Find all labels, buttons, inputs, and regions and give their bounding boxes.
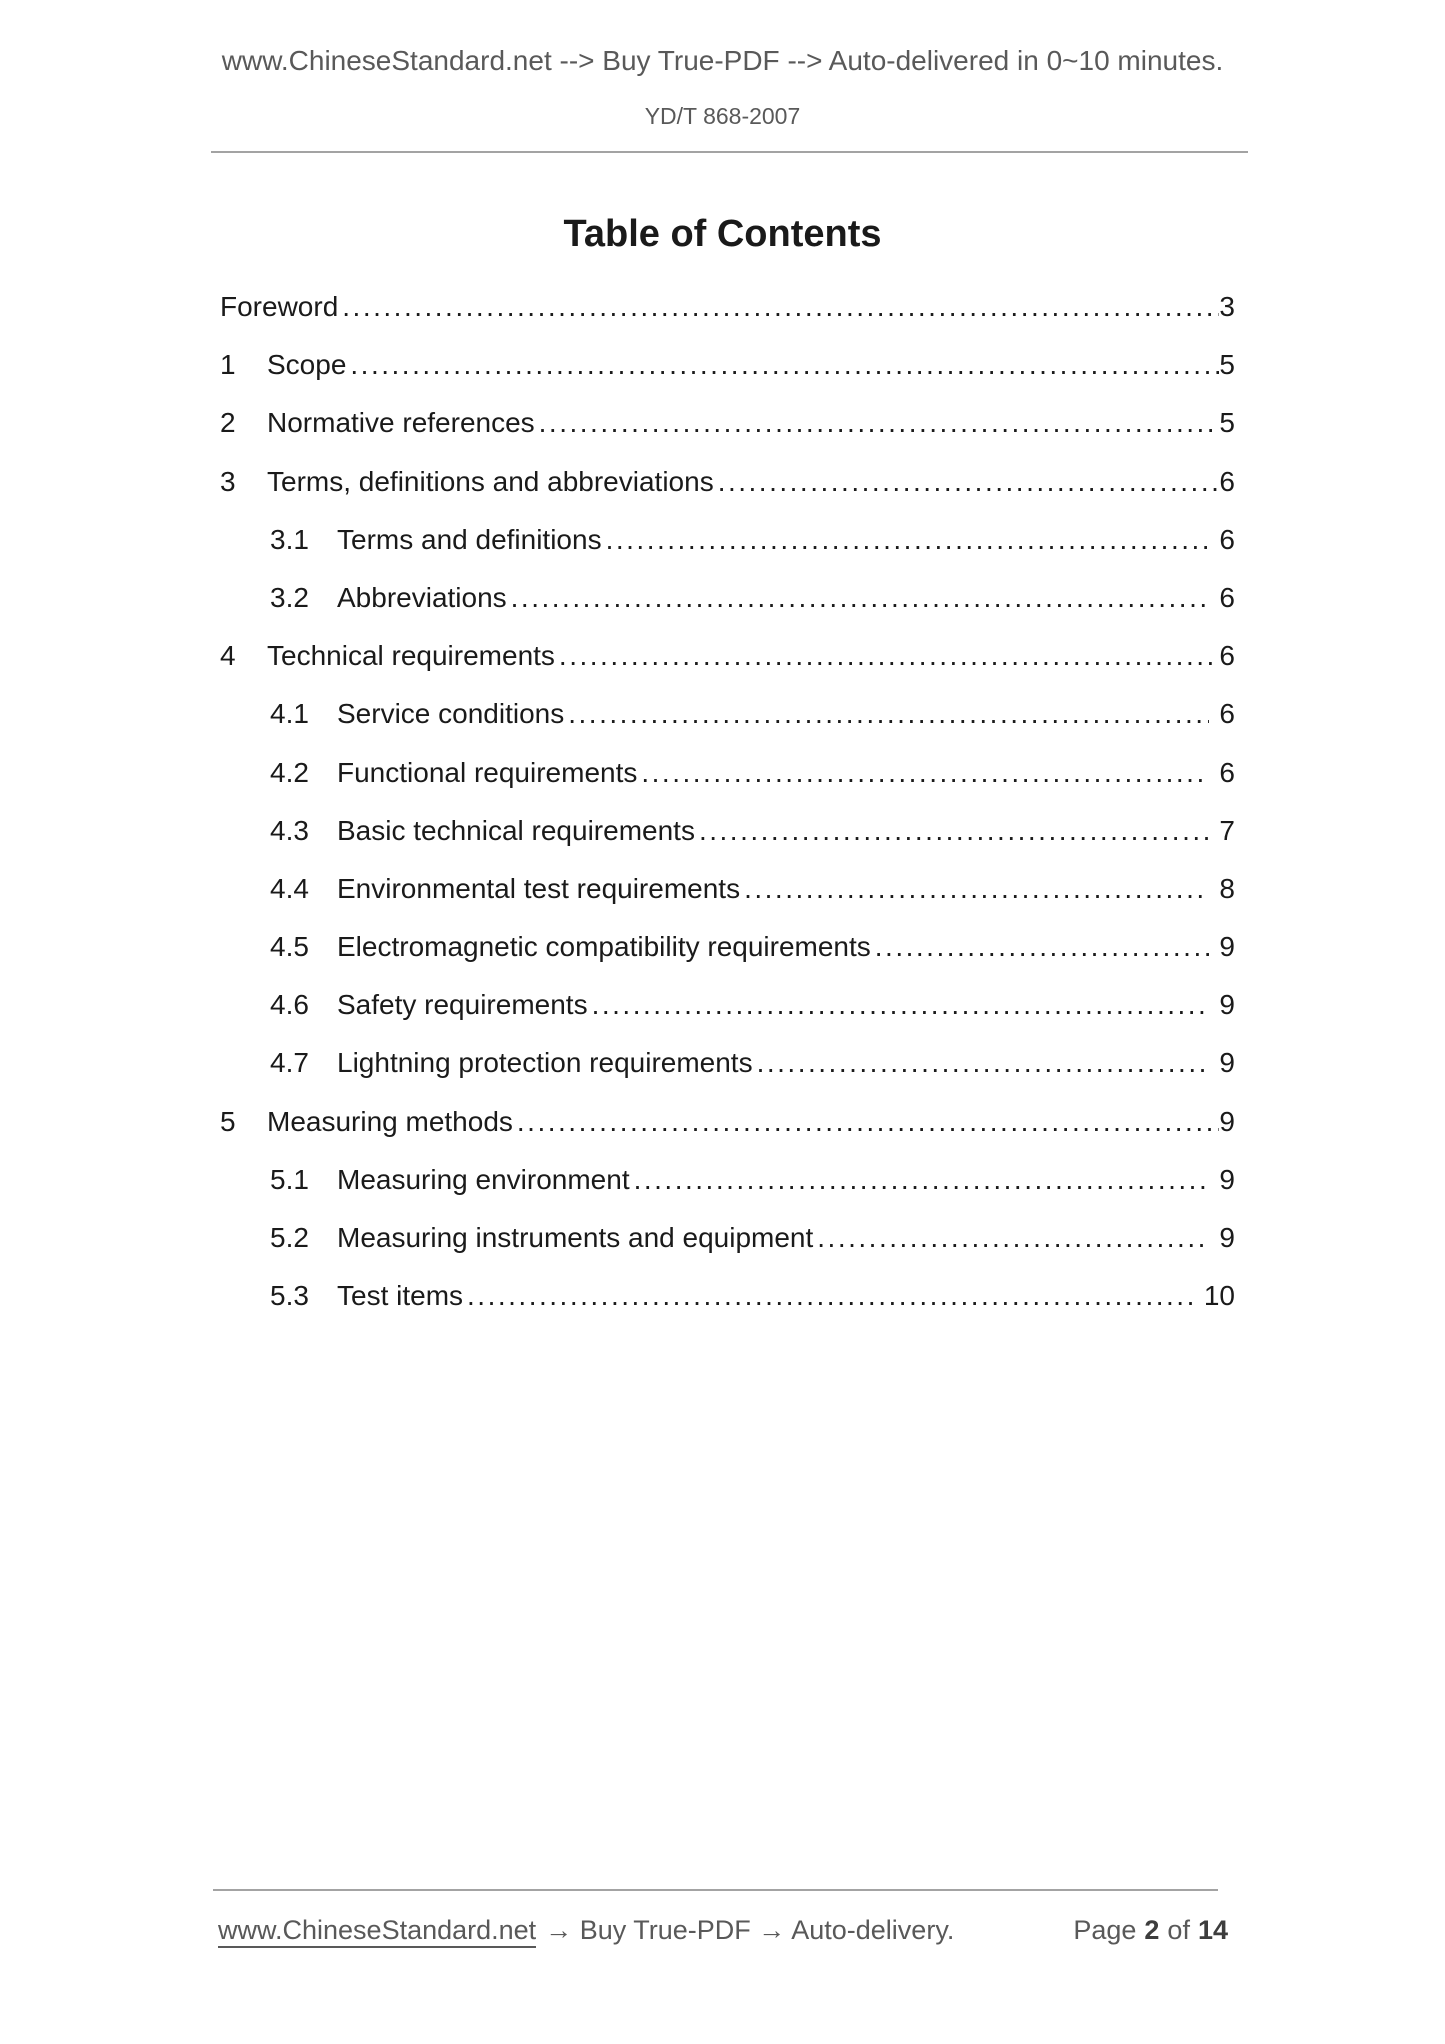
toc-entry-page: 9 [1219, 1163, 1235, 1195]
toc-entry-page: 3 [1219, 291, 1235, 322]
toc-entry-page: 6 [1219, 756, 1235, 788]
toc-entry-label: Electromagnetic compatibility requirements [337, 931, 871, 963]
toc-entry-number: 4.7 [270, 1047, 309, 1079]
toc-list [220, 278, 1235, 1325]
toc-leader-dots [606, 511, 1210, 569]
toc-entry-number: 4.6 [270, 989, 309, 1021]
toc-row [220, 976, 1235, 1034]
toc-row [220, 627, 1235, 685]
toc-row [220, 1034, 1235, 1092]
toc-row [220, 336, 1235, 394]
toc-entry-number: 2 [220, 407, 236, 439]
toc-entry-page: 9 [1219, 1047, 1235, 1079]
toc-entry-page: 9 [1219, 931, 1235, 963]
footer-left [218, 1910, 954, 1950]
toc-entry-page: 7 [1219, 814, 1235, 846]
toc-leader-dots [875, 918, 1210, 976]
toc-row [220, 569, 1235, 627]
toc-entry-number: 5 [220, 1105, 236, 1137]
toc-entry-label: Functional requirements [337, 756, 638, 788]
toc-entry-page: 9 [1219, 1105, 1235, 1137]
footer-link[interactable]: www.ChineseStandard.net [218, 1915, 536, 1948]
toc-entry-number: 5.1 [270, 1163, 309, 1195]
toc-leader-dots [699, 802, 1209, 860]
toc-entry-page: 10 [1203, 1280, 1235, 1312]
toc-leader-dots [817, 1209, 1209, 1267]
toc-entry-label: Lightning protection requirements [337, 1047, 753, 1079]
toc-leader-dots [350, 336, 1219, 394]
toc-entry-page: 6 [1219, 465, 1235, 497]
page-label: Page [1073, 1915, 1137, 1945]
toc-entry-number: 4.2 [270, 756, 309, 788]
toc-entry-label: Safety requirements [337, 989, 588, 1021]
toc-entry-number: 3.2 [270, 581, 309, 613]
toc-entry-page: 5 [1219, 349, 1235, 381]
toc-entry-number: 4.5 [270, 931, 309, 963]
toc-leader-dots [568, 685, 1209, 743]
toc-row [220, 918, 1235, 976]
toc-entry-label: Normative references [267, 407, 535, 439]
toc-entry-number: 4.4 [270, 872, 309, 904]
toc-entry-label: Measuring instruments and equipment [337, 1222, 814, 1253]
toc-entry-number: 5.3 [270, 1280, 309, 1312]
toc-leader-dots [517, 1093, 1220, 1151]
page-title: Table of Contents [563, 213, 882, 255]
toc-leader-dots [718, 453, 1220, 511]
toc-entry-label: Measuring methods [267, 1105, 513, 1137]
toc-entry-label: Terms and definitions [337, 523, 602, 555]
header-tagline: www.ChineseStandard.net --> Buy True-PDF --> Auto-delivered in 0~10 minutes. [221, 45, 1224, 76]
toc-leader-dots [511, 569, 1210, 627]
toc-entry-page: 6 [1219, 523, 1235, 555]
toc-leader-dots [559, 627, 1220, 685]
toc-entry-number: 3 [220, 465, 236, 497]
toc-entry-label: Basic technical requirements [337, 814, 695, 846]
toc-entry-label: Abbreviations [337, 581, 507, 613]
toc-leader-dots [757, 1034, 1210, 1092]
toc-row [220, 1267, 1235, 1325]
toc-entry-page: 6 [1219, 640, 1235, 672]
toc-entry-label: Measuring environment [337, 1163, 630, 1195]
toc-leader-dots [467, 1267, 1194, 1325]
toc-entry-label: Service conditions [337, 698, 565, 730]
toc-leader-dots [634, 1151, 1210, 1209]
toc-row [220, 685, 1235, 743]
toc-entry-label: Technical requirements [267, 640, 555, 672]
toc-entry-number: 1 [220, 349, 236, 381]
toc-row [220, 1209, 1235, 1267]
toc-entry-label: Test items [337, 1280, 464, 1312]
toc-entry-page: 5 [1219, 407, 1235, 439]
toc-entry-number: 4.1 [270, 698, 309, 730]
toc-entry-page: 6 [1219, 581, 1235, 613]
footer-tagline: → Buy True-PDF → Auto-delivery. [545, 1915, 955, 1945]
toc-row [220, 511, 1235, 569]
footer-rule [213, 1889, 1218, 1891]
page-total: 14 [1197, 1915, 1228, 1945]
toc-entry-number: 4.3 [270, 814, 309, 846]
page-footer [218, 1910, 1228, 1950]
toc-entry-label: Terms, definitions and abbreviations [267, 465, 714, 497]
page-indicator [1073, 1910, 1228, 1950]
header-doc-code: YD/T 868-2007 [644, 103, 801, 129]
toc-leader-dots [342, 278, 1219, 336]
toc-row [220, 1151, 1235, 1209]
toc-leader-dots [744, 860, 1209, 918]
toc-row [220, 744, 1235, 802]
toc-row [220, 453, 1235, 511]
toc-entry-number: 5.2 [270, 1222, 309, 1253]
toc-entry-page: 6 [1219, 698, 1235, 730]
toc-row [220, 394, 1235, 452]
toc-entry-page: 8 [1219, 872, 1235, 904]
toc-row [220, 860, 1235, 918]
toc-entry-page: 9 [1219, 1222, 1235, 1253]
toc-entry-label: Scope [267, 349, 347, 381]
toc-leader-dots [592, 976, 1210, 1034]
toc-entry-label: Environmental test requirements [337, 872, 741, 904]
toc-entry-page: 9 [1219, 989, 1235, 1021]
toc-entry-number: 3.1 [270, 523, 309, 555]
header-rule [211, 151, 1248, 153]
page-current: 2 [1144, 1915, 1160, 1945]
toc-row [220, 278, 1235, 336]
toc-row [220, 802, 1235, 860]
toc-entry-number: 4 [220, 640, 236, 672]
toc-entry-label: Foreword [220, 291, 339, 322]
of-label: of [1167, 1915, 1190, 1945]
toc-leader-dots [641, 744, 1209, 802]
toc-row [220, 1093, 1235, 1151]
toc-leader-dots [539, 394, 1220, 452]
